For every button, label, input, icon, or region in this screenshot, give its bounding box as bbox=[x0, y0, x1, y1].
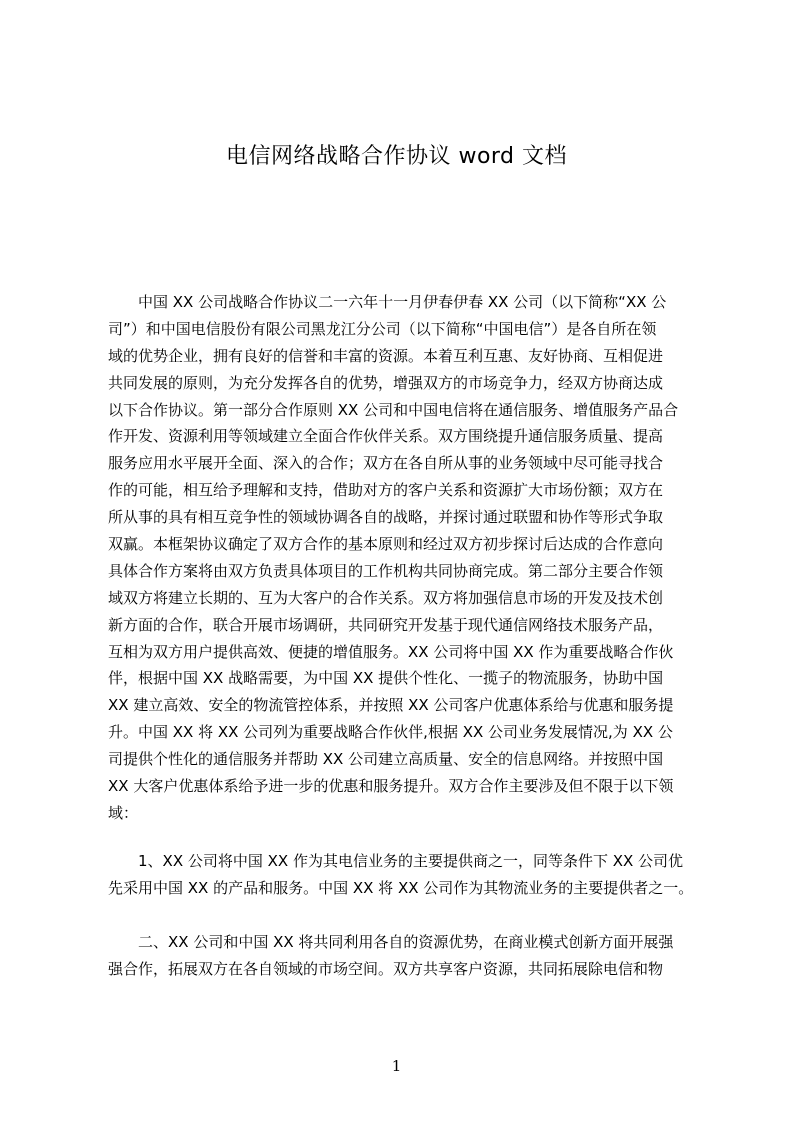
paragraph-line: 强合作，拓展双方在各自领域的市场空间。双方共享客户资源，共同拓展除电信和物 bbox=[108, 959, 664, 978]
paragraph-line: 域的优势企业，拥有良好的信誉和丰富的资源。本着互利互惠、友好协商、互相促进 bbox=[108, 346, 664, 365]
paragraph-line: 所从事的具有相互竞争性的领域协调各自的战略，并探讨通过联盟和协作等形式争取 bbox=[108, 508, 664, 527]
paragraph-line: 司”）和中国电信股份有限公司黑龙江分公司（以下简称“中国电信”）是各自所在领 bbox=[108, 319, 657, 338]
paragraph-1 bbox=[108, 289, 698, 829]
document-title: 电信网络战略合作协议 word 文档 bbox=[225, 144, 568, 169]
paragraph-line: 共同发展的原则，为充分发挥各自的优势，增强双方的市场竞争力，经双方协商达成 bbox=[108, 373, 664, 392]
paragraph-3 bbox=[108, 929, 698, 985]
paragraph-line: 1、XX 公司将中国 XX 作为其电信业务的主要提供商之一，同等条件下 XX 公司优 bbox=[138, 852, 684, 870]
paragraph-line: 中国 XX 公司战略合作协议二一六年十一月伊春伊春 XX 公司（以下简称“XX 公 bbox=[138, 293, 667, 311]
page-number: 1 bbox=[391, 1057, 402, 1075]
paragraph-line: XX 建立高效、安全的物流管控体系，并按照 XX 公司客户优惠体系给与优惠和服务提 bbox=[108, 696, 674, 715]
paragraph-line: 二、XX 公司和中国 XX 将共同利用各自的资源优势，在商业模式创新方面开展强 bbox=[138, 933, 674, 951]
paragraph-line: 新方面的合作，联合开展市场调研，共同研究开发基于现代通信网络技术服务产品， bbox=[108, 615, 664, 634]
paragraph-line: 双赢。本框架协议确定了双方合作的基本原则和经过双方初步探讨后达成的合作意向 bbox=[108, 535, 664, 554]
paragraph-line: 作的可能，相互给予理解和支持，借助对方的客户关系和资源扩大市场份额；双方在 bbox=[108, 481, 664, 500]
paragraph-line: XX 大客户优惠体系给予进一步的优惠和服务提升。双方合作主要涉及但不限于以下领 bbox=[108, 777, 674, 796]
paragraph-line: 域： bbox=[108, 803, 139, 822]
paragraph-line: 具体合作方案将由双方负责具体项目的工作机构共同协商完成。第二部分主要合作领 bbox=[108, 561, 664, 580]
paragraph-line: 先采用中国 XX 的产品和服务。中国 XX 将 XX 公司作为其物流业务的主要提供者之一。 bbox=[108, 878, 694, 897]
paragraph-line: 升。中国 XX 将 XX 公司列为重要战略合作伙伴,根据 XX 公司业务发展情况,为 XX 公 bbox=[108, 723, 673, 742]
paragraph-line: 作开发、资源利用等领域建立全面合作伙伴关系。双方围绕提升通信服务质量、提高 bbox=[108, 427, 664, 446]
paragraph-line: 域双方将建立长期的、互为大客户的合作关系。双方将加强信息市场的开发及技术创 bbox=[108, 588, 664, 607]
paragraph-line: 伴，根据中国 XX 战略需要，为中国 XX 提供个性化、一揽子的物流服务，协助中国 bbox=[108, 669, 664, 688]
paragraph-line: 司提供个性化的通信服务并帮助 XX 公司建立高质量、安全的信息网络。并按照中国 bbox=[108, 750, 664, 769]
paragraph-line: 互相为双方用户提供高效、便捷的增值服务。XX 公司将中国 XX 作为重要战略合作伙 bbox=[108, 642, 674, 661]
paragraph-line: 服务应用水平展开全面、深入的合作；双方在各自所从事的业务领域中尽可能寻找合 bbox=[108, 454, 664, 473]
paragraph-line: 以下合作协议。第一部分合作原则 XX 公司和中国电信将在通信服务、增值服务产品合 bbox=[108, 400, 679, 419]
paragraph-2 bbox=[108, 848, 698, 904]
